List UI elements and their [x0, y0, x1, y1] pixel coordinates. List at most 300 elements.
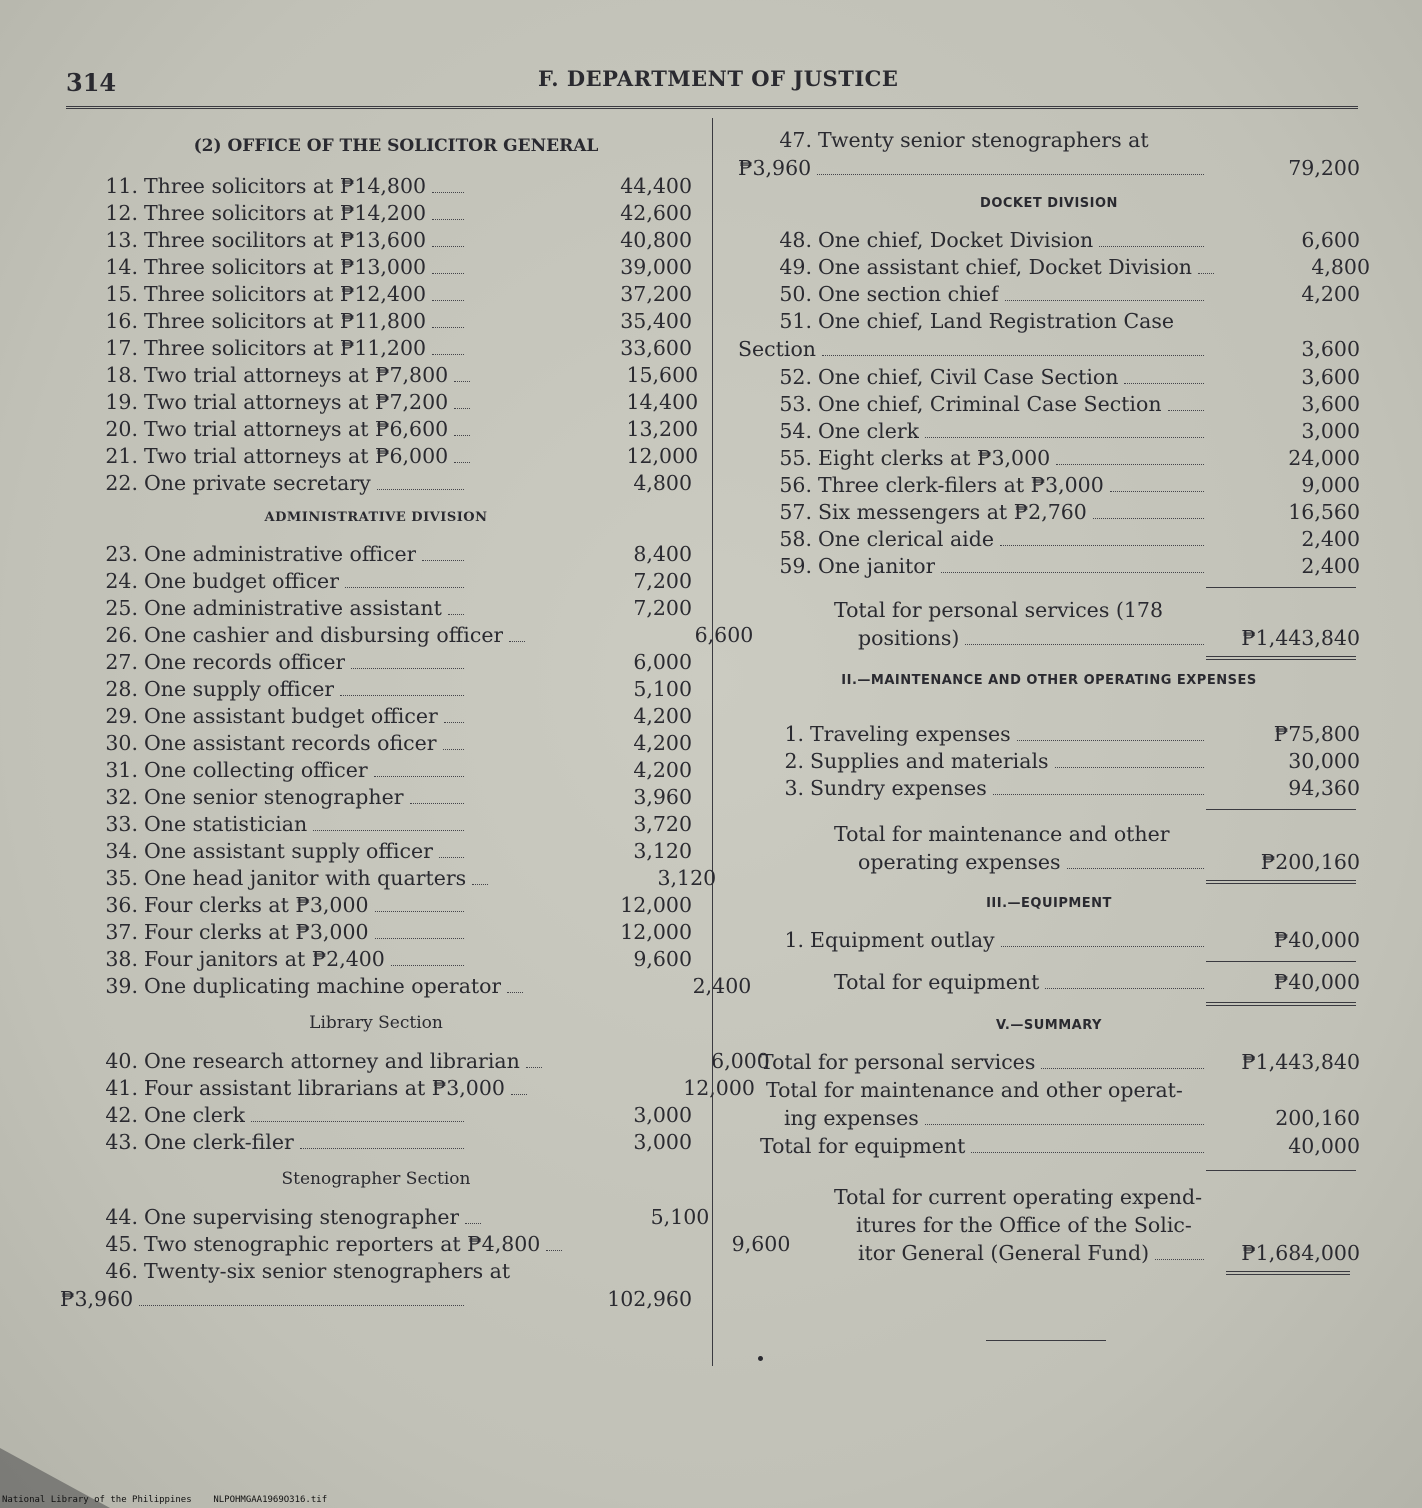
line-item: [60, 920, 692, 947]
rule: [1206, 809, 1356, 810]
line-item: [60, 974, 752, 1001]
dot-leader: [377, 488, 464, 490]
personal-services-total: Total for personal services (178 positions) ₱1,443,840: [834, 598, 1360, 650]
line-item: [60, 866, 717, 893]
dot-leader: [439, 856, 464, 858]
header-rule: [66, 106, 1358, 109]
item-amount: 14,400: [626, 390, 699, 414]
steno-list: [60, 1205, 791, 1259]
item-description: Two trial attorneys at ₱7,200: [144, 390, 449, 414]
right-column: [738, 128, 1370, 1275]
item-amount: 3,000: [633, 1103, 692, 1127]
admin-division-heading: ADMINISTRATIVE DIVISION: [264, 510, 488, 525]
line-item: [738, 928, 1360, 955]
dot-leader: [410, 802, 464, 804]
item-number: 59.: [779, 554, 812, 578]
item-amount: 44,400: [620, 174, 692, 198]
dot-leader: [1005, 299, 1204, 301]
item-amount: 15,600: [626, 363, 699, 387]
dot-leader: [526, 1066, 542, 1068]
dot-leader: [1198, 272, 1214, 274]
item-number: 29.: [105, 704, 138, 728]
dot-leader: [422, 559, 464, 561]
item-amount: 16,560: [1288, 500, 1360, 524]
dot-leader: [472, 883, 488, 885]
item-amount: 9,600: [731, 1232, 791, 1256]
item-description: One cashier and disbursing officer: [144, 623, 504, 647]
item-amount: 94,360: [1288, 776, 1360, 800]
dot-leader: [432, 191, 464, 193]
dot-leader: [1168, 409, 1204, 411]
dot-leader: [454, 407, 470, 409]
item-amount: 9,600: [633, 947, 692, 971]
line-item: [738, 255, 1370, 282]
dot-leader: [391, 964, 464, 966]
dot-leader: [546, 1249, 562, 1251]
item-number: 17.: [105, 336, 138, 360]
item-description: Two stenographic reporters at ₱4,800: [144, 1232, 541, 1256]
summary-personal: Total for personal services ₱1,443,840: [760, 1050, 1360, 1074]
item-number: 22.: [105, 471, 138, 495]
equipment-total-amount: ₱40,000: [1273, 970, 1360, 994]
item-number: 36.: [105, 893, 138, 917]
item-number: 58.: [779, 527, 812, 551]
line-item: [60, 255, 692, 282]
dot-leader: [454, 380, 470, 382]
item-description: One chief, Civil Case Section: [818, 365, 1119, 389]
item-number: 16.: [105, 309, 138, 333]
line-item: [738, 473, 1360, 500]
line-item: [60, 596, 692, 623]
item-number: 35.: [105, 866, 138, 890]
item-amount: 3,000: [1301, 419, 1360, 443]
dot-leader: [1017, 739, 1204, 741]
line-item: [60, 1232, 791, 1259]
dot-leader: [925, 436, 1204, 438]
item-amount: 7,200: [633, 596, 692, 620]
double-rule: [1226, 1271, 1350, 1275]
line-item: [738, 527, 1360, 554]
item-description: Three solicitors at ₱11,800: [144, 309, 427, 333]
ink-dot: [758, 1356, 763, 1361]
item-description: One janitor: [818, 554, 936, 578]
item-description: One chief, Docket Division: [818, 228, 1094, 252]
dot-leader: [507, 991, 523, 993]
item-number: 56.: [779, 473, 812, 497]
line-item: [60, 731, 692, 758]
line-item: [60, 569, 692, 596]
item-description: Traveling expenses: [810, 722, 1011, 746]
dot-leader: [448, 613, 464, 615]
item-amount: 5,100: [650, 1205, 710, 1229]
maintenance-total-amount: ₱200,160: [1260, 850, 1360, 874]
item-amount: 12,000: [626, 444, 699, 468]
item-amount: 40,800: [620, 228, 692, 252]
item-amount: 3,120: [657, 866, 717, 890]
dot-leader: [444, 721, 464, 723]
dot-leader: [465, 1222, 481, 1224]
item-number: 40.: [105, 1049, 138, 1073]
line-item: [60, 893, 692, 920]
item-number: 55.: [779, 446, 812, 470]
line-item: [738, 554, 1360, 581]
scan-footer: National Library of the Philippines NLPOHMGAA1969O316.tif: [2, 1495, 328, 1505]
item-description: Eight clerks at ₱3,000: [818, 446, 1051, 470]
line-item: [60, 471, 692, 498]
personal-total-amount: ₱1,443,840: [1241, 626, 1360, 650]
item-number: 44.: [105, 1205, 138, 1229]
grand-total: Total for current operating expend- itures for the Office of the Solic- itor General (General Fund) ₱1,684,000: [834, 1185, 1360, 1265]
item-description: One budget officer: [144, 569, 339, 593]
item-description: One research attorney and librarian: [144, 1049, 520, 1073]
item-description: One clerk: [144, 1103, 246, 1127]
item-number: 57.: [779, 500, 812, 524]
double-rule: [1206, 1002, 1356, 1006]
dot-leader: [1001, 945, 1204, 947]
item-description: Three socilitors at ₱13,600: [144, 228, 427, 252]
dot-leader: [993, 793, 1204, 795]
steno-section-heading: Stenographer Section: [281, 1169, 471, 1189]
dot-leader: [351, 667, 464, 669]
item-description: Two trial attorneys at ₱6,600: [144, 417, 449, 441]
line-item: [738, 228, 1360, 255]
line-item: [60, 201, 692, 228]
dot-leader: [432, 353, 464, 355]
item-amount: 24,000: [1288, 446, 1360, 470]
dot-leader: [251, 1120, 464, 1122]
item-number: 41.: [105, 1076, 138, 1100]
item-number: 38.: [105, 947, 138, 971]
item-amount: 42,600: [620, 201, 692, 225]
line-item: [60, 228, 692, 255]
item-amount: 30,000: [1288, 749, 1360, 773]
item-description: One senior stenographer: [144, 785, 404, 809]
dot-leader: [509, 640, 525, 642]
dot-leader: [432, 326, 464, 328]
item-number: 39.: [105, 974, 138, 998]
item-number: 25.: [105, 596, 138, 620]
item-number: 33.: [105, 812, 138, 836]
item-amount: 7,200: [633, 569, 692, 593]
item-number: 19.: [105, 390, 138, 414]
line-item: [60, 363, 699, 390]
dot-leader: [1000, 544, 1204, 546]
line-item: [60, 417, 699, 444]
maintenance-heading: II.—MAINTENANCE AND OTHER OPERATING EXPENSES: [841, 673, 1257, 688]
summary-equipment: Total for equipment 40,000: [760, 1134, 1360, 1158]
item-number: 15.: [105, 282, 138, 306]
dot-leader: [1124, 382, 1204, 384]
item-description: One chief, Criminal Case Section: [818, 392, 1162, 416]
dot-leader: [340, 694, 464, 696]
line-item: [60, 758, 692, 785]
summary-maintenance-line1: Total for maintenance and other operat-: [766, 1078, 1183, 1102]
item-description: One supply officer: [144, 677, 335, 701]
item-number: 43.: [105, 1130, 138, 1154]
item-number: 45.: [105, 1232, 138, 1256]
maintenance-list: [738, 722, 1360, 803]
line-item: [60, 1049, 770, 1076]
item-amount: 6,600: [694, 623, 754, 647]
item-number: 1.: [784, 928, 804, 952]
line-item: [738, 722, 1360, 749]
item-description: Sundry expenses: [810, 776, 987, 800]
solicitor-list: [60, 174, 699, 498]
line-item: [60, 1205, 710, 1232]
item-number: 23.: [105, 542, 138, 566]
item-amount: 4,200: [633, 704, 692, 728]
item-description: One supervising stenographer: [144, 1205, 460, 1229]
summary-maintenance-line2: ing expenses 200,160: [784, 1106, 1360, 1130]
item-description: Three clerk-filers at ₱3,000: [818, 473, 1104, 497]
dot-leader: [375, 937, 464, 939]
dot-leader: [454, 461, 470, 463]
line-item: [738, 749, 1360, 776]
item-amount: 6,600: [1301, 228, 1360, 252]
item-amount: ₱40,000: [1273, 928, 1360, 952]
dot-leader: [511, 1093, 527, 1095]
rule: [1206, 961, 1356, 962]
item-46-line1: 46. Twenty-six senior stenographers at: [105, 1259, 511, 1283]
dot-leader: [375, 910, 464, 912]
item-number: 12.: [105, 201, 138, 225]
item-description: One clerical aide: [818, 527, 994, 551]
item-description: One assistant chief, Docket Division: [818, 255, 1192, 279]
item-51-amount: 3,600: [1301, 337, 1360, 361]
line-item: [60, 390, 699, 417]
grand-total-amount: ₱1,684,000: [1241, 1241, 1360, 1265]
line-item: [738, 776, 1360, 803]
item-amount: 6,000: [711, 1049, 770, 1073]
item-amount: 5,100: [633, 677, 692, 701]
item-amount: 3,000: [633, 1130, 692, 1154]
line-item: [60, 839, 692, 866]
item-amount: 2,400: [1301, 554, 1360, 578]
dot-leader: [432, 299, 464, 301]
column-divider: [712, 118, 713, 1366]
item-number: 54.: [779, 419, 812, 443]
end-rule: [986, 1340, 1106, 1341]
item-amount: 3,720: [633, 812, 692, 836]
item-amount: 3,120: [633, 839, 692, 863]
docket-division-heading: DOCKET DIVISION: [980, 196, 1118, 211]
item-amount: ₱75,800: [1273, 722, 1360, 746]
item-description: One clerk-filer: [144, 1130, 294, 1154]
item-amount: 2,400: [1301, 527, 1360, 551]
item-amount: 4,200: [633, 758, 692, 782]
item-description: One statistician: [144, 812, 308, 836]
item-description: One head janitor with quarters: [144, 866, 467, 890]
item-number: 2.: [784, 749, 804, 773]
item-47-line1: 47. Twenty senior stenographers at: [779, 128, 1149, 152]
item-46-amount: 102,960: [607, 1287, 692, 1311]
item-amount: 12,000: [620, 920, 692, 944]
rule: [1206, 1170, 1356, 1171]
dot-leader: [374, 775, 464, 777]
dot-leader: [432, 272, 464, 274]
item-description: Four clerks at ₱3,000: [144, 920, 369, 944]
item-description: Four janitors at ₱2,400: [144, 947, 385, 971]
library-list: [60, 1049, 770, 1157]
line-item: [738, 419, 1360, 446]
library-section-heading: Library Section: [309, 1013, 443, 1033]
dot-leader: [1056, 463, 1204, 465]
line-item: [60, 542, 692, 569]
rule: [1206, 587, 1356, 588]
dot-leader: [313, 829, 464, 831]
item-number: 1.: [784, 722, 804, 746]
item-description: One assistant records oficer: [144, 731, 437, 755]
item-description: One administrative officer: [144, 542, 417, 566]
item-amount: 4,200: [633, 731, 692, 755]
item-number: 42.: [105, 1103, 138, 1127]
item-number: 18.: [105, 363, 138, 387]
item-amount: 4,800: [633, 471, 692, 495]
line-item: [60, 1076, 755, 1103]
item-description: One assistant budget officer: [144, 704, 438, 728]
item-number: 37.: [105, 920, 138, 944]
item-51-line2: Section 3,600: [738, 337, 1360, 361]
line-item: [60, 947, 692, 974]
item-number: 11.: [105, 174, 138, 198]
item-amount: 4,200: [1301, 282, 1360, 306]
line-item: [60, 444, 699, 471]
item-amount: 12,000: [683, 1076, 755, 1100]
line-item: [738, 392, 1360, 419]
line-item: [60, 309, 692, 336]
summary-heading: V.—SUMMARY: [996, 1018, 1102, 1033]
running-head: F. DEPARTMENT OF JUSTICE: [538, 66, 899, 91]
item-number: 48.: [779, 228, 812, 252]
item-number: 26.: [105, 623, 138, 647]
item-number: 53.: [779, 392, 812, 416]
item-description: Four clerks at ₱3,000: [144, 893, 369, 917]
equipment-list: [738, 928, 1360, 955]
line-item: [60, 785, 692, 812]
dot-leader: [345, 586, 464, 588]
line-item: [738, 365, 1360, 392]
item-number: 20.: [105, 417, 138, 441]
line-item: [738, 500, 1360, 527]
item-amount: 39,000: [620, 255, 692, 279]
item-number: 13.: [105, 228, 138, 252]
dot-leader: [454, 434, 470, 436]
page-number: 314: [66, 68, 117, 97]
dot-leader: [432, 218, 464, 220]
line-item: [60, 282, 692, 309]
item-amount: 2,400: [692, 974, 752, 998]
item-description: One assistant supply officer: [144, 839, 433, 863]
double-rule: [1206, 656, 1356, 660]
item-amount: 37,200: [620, 282, 692, 306]
item-amount: 33,600: [620, 336, 692, 360]
equipment-total: Total for equipment ₱40,000: [834, 970, 1360, 994]
item-number: 32.: [105, 785, 138, 809]
item-number: 21.: [105, 444, 138, 468]
item-description: One collecting officer: [144, 758, 368, 782]
docket-list-a: [738, 228, 1370, 309]
item-amount: 35,400: [620, 309, 692, 333]
line-item: [738, 446, 1360, 473]
left-column: [60, 128, 791, 1315]
item-number: 3.: [784, 776, 804, 800]
item-amount: 8,400: [633, 542, 692, 566]
dot-leader: [432, 245, 464, 247]
item-47-amount: 79,200: [1288, 156, 1360, 180]
double-rule: [1206, 880, 1356, 884]
item-description: One administrative assistant: [144, 596, 442, 620]
item-number: 31.: [105, 758, 138, 782]
item-amount: 9,000: [1301, 473, 1360, 497]
item-number: 24.: [105, 569, 138, 593]
line-item: [60, 174, 692, 201]
line-item: [60, 336, 692, 363]
dot-leader: [1099, 245, 1204, 247]
line-item: [60, 704, 692, 731]
item-47-line2: ₱3,960 79,200: [738, 156, 1360, 180]
item-number: 50.: [779, 282, 812, 306]
item-description: Three solicitors at ₱14,800: [144, 174, 427, 198]
docket-list-b: [738, 365, 1360, 581]
item-amount: 3,600: [1301, 365, 1360, 389]
item-amount: 3,960: [633, 785, 692, 809]
item-description: One section chief: [818, 282, 999, 306]
item-description: Two trial attorneys at ₱6,000: [144, 444, 449, 468]
dot-leader: [1055, 766, 1204, 768]
item-description: One duplicating machine operator: [144, 974, 502, 998]
maintenance-total: Total for maintenance and other operating expenses ₱200,160: [834, 822, 1360, 874]
equipment-heading: III.—EQUIPMENT: [986, 896, 1112, 911]
item-amount: 4,800: [1311, 255, 1370, 279]
item-description: One records officer: [144, 650, 346, 674]
item-description: Three solicitors at ₱14,200: [144, 201, 427, 225]
item-description: Four assistant librarians at ₱3,000: [144, 1076, 505, 1100]
line-item: [738, 282, 1360, 309]
office-heading: (2) OFFICE OF THE SOLICITOR GENERAL: [193, 136, 599, 156]
item-amount: 3,600: [1301, 392, 1360, 416]
item-number: 28.: [105, 677, 138, 701]
item-description: Supplies and materials: [810, 749, 1049, 773]
line-item: [60, 650, 692, 677]
line-item: [60, 1103, 692, 1130]
item-description: One clerk: [818, 419, 920, 443]
line-item: [60, 623, 754, 650]
item-description: One private secretary: [144, 471, 371, 495]
item-number: 14.: [105, 255, 138, 279]
item-amount: 13,200: [626, 417, 699, 441]
dot-leader: [1110, 490, 1204, 492]
item-amount: 6,000: [633, 650, 692, 674]
dot-leader: [300, 1147, 464, 1149]
line-item: [60, 1130, 692, 1157]
item-number: 34.: [105, 839, 138, 863]
item-description: Equipment outlay: [810, 928, 995, 952]
item-51-line1: 51. One chief, Land Registration Case: [779, 309, 1175, 333]
item-description: Three solicitors at ₱13,000: [144, 255, 427, 279]
dot-leader: [941, 571, 1204, 573]
item-description: Six messengers at ₱2,760: [818, 500, 1087, 524]
item-description: Three solicitors at ₱12,400: [144, 282, 427, 306]
item-number: 49.: [779, 255, 812, 279]
item-number: 30.: [105, 731, 138, 755]
item-amount: 12,000: [620, 893, 692, 917]
dot-leader: [1093, 517, 1204, 519]
dot-leader: [443, 748, 464, 750]
item-number: 27.: [105, 650, 138, 674]
admin-list: [60, 542, 754, 1001]
line-item: [60, 677, 692, 704]
line-item: [60, 812, 692, 839]
